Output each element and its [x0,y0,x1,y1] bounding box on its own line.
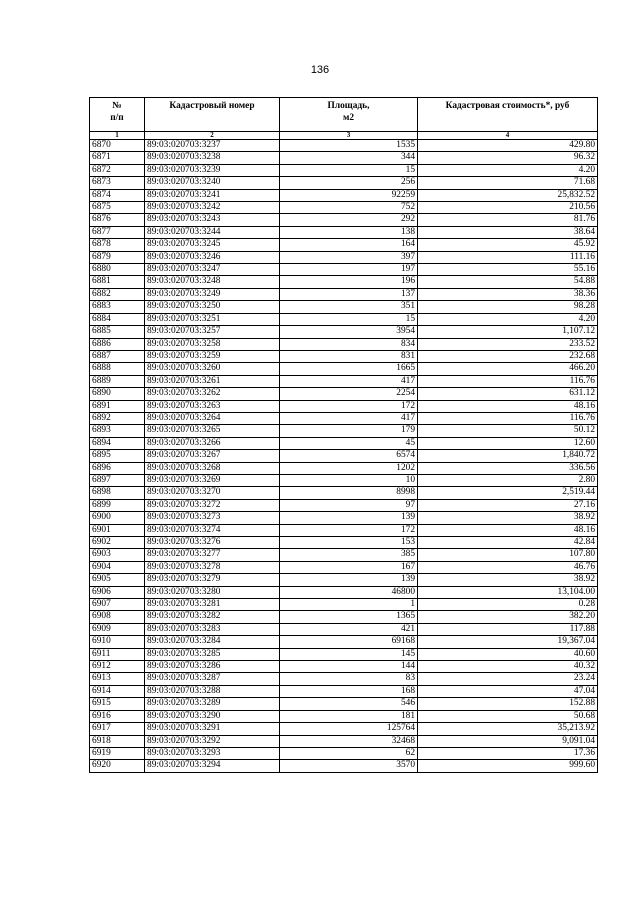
area-cell: 83 [280,673,418,685]
area-cell: 1535 [280,140,418,152]
cadastral-table [89,97,598,773]
table-row [90,623,598,635]
cadastral-number-cell: 89:03:020703:3277 [145,549,280,561]
area-cell: 256 [280,177,418,189]
cadastral-number-cell: 89:03:020703:3286 [145,661,280,673]
cadastral-number-cell: 89:03:020703:3262 [145,388,280,400]
cadastral-number-cell: 89:03:020703:3268 [145,462,280,474]
cadastral-number-cell: 89:03:020703:3285 [145,648,280,660]
table-row [90,599,598,611]
cost-cell: 50.12 [418,425,598,437]
row-number-cell: 6881 [90,276,145,288]
row-number-cell: 6877 [90,226,145,238]
area-cell: 46800 [280,586,418,598]
cost-cell: 116.76 [418,375,598,387]
row-number-cell: 6896 [90,462,145,474]
cadastral-number-cell: 89:03:020703:3258 [145,338,280,350]
table-row [90,537,598,549]
cost-cell: 38.92 [418,512,598,524]
area-cell: 144 [280,661,418,673]
cost-cell: 12.60 [418,437,598,449]
cost-cell: 25,832.52 [418,189,598,201]
row-number-cell: 6901 [90,524,145,536]
row-number-cell: 6879 [90,251,145,263]
row-number-cell: 6920 [90,760,145,772]
cost-cell: 46.76 [418,561,598,573]
table-row [90,226,598,238]
row-number-cell: 6904 [90,561,145,573]
cadastral-number-cell: 89:03:020703:3248 [145,276,280,288]
cadastral-number-cell: 89:03:020703:3273 [145,512,280,524]
cadastral-number-cell: 89:03:020703:3244 [145,226,280,238]
row-number-cell: 6880 [90,264,145,276]
table-row [90,326,598,338]
cost-cell: 382.20 [418,611,598,623]
table-row [90,400,598,412]
area-cell: 172 [280,524,418,536]
table-row [90,450,598,462]
table-row [90,760,598,772]
cost-cell: 38.36 [418,288,598,300]
cost-cell: 45.92 [418,239,598,251]
cadastral-number-cell: 89:03:020703:3269 [145,474,280,486]
cost-cell: 210.56 [418,202,598,214]
cost-cell: 107.80 [418,549,598,561]
table-row [90,140,598,152]
table-header-row [90,98,598,132]
column-number-4: 4 [418,132,598,140]
table-row [90,747,598,759]
table-row [90,202,598,214]
cost-cell: 9,091.04 [418,735,598,747]
area-cell: 164 [280,239,418,251]
area-cell: 139 [280,512,418,524]
cost-cell: 42.84 [418,537,598,549]
cost-cell: 27.16 [418,499,598,511]
table-row [90,189,598,201]
cadastral-number-cell: 89:03:020703:3281 [145,599,280,611]
table-row [90,574,598,586]
area-cell: 97 [280,499,418,511]
table-row [90,462,598,474]
header-row-number [90,98,145,132]
row-number-cell: 6876 [90,214,145,226]
row-number-cell: 6895 [90,450,145,462]
row-number-cell: 6903 [90,549,145,561]
cadastral-number-cell: 89:03:020703:3283 [145,623,280,635]
area-cell: 167 [280,561,418,573]
area-cell: 8998 [280,487,418,499]
cost-cell: 71.68 [418,177,598,189]
row-number-cell: 6908 [90,611,145,623]
cost-cell: 48.16 [418,524,598,536]
cadastral-number-cell: 89:03:020703:3272 [145,499,280,511]
cost-cell: 999.60 [418,760,598,772]
row-number-cell: 6899 [90,499,145,511]
table-row [90,735,598,747]
table-row [90,673,598,685]
area-cell: 397 [280,251,418,263]
cadastral-number-cell: 89:03:020703:3267 [145,450,280,462]
table-row [90,276,598,288]
table-row [90,239,598,251]
cadastral-number-cell: 89:03:020703:3287 [145,673,280,685]
table-row [90,288,598,300]
row-number-cell: 6889 [90,375,145,387]
cost-cell: 117.88 [418,623,598,635]
row-number-cell: 6909 [90,623,145,635]
cost-cell: 50.68 [418,710,598,722]
table-row [90,586,598,598]
row-number-cell: 6891 [90,400,145,412]
row-number-cell: 6916 [90,710,145,722]
cost-cell: 0.28 [418,599,598,611]
cost-cell: 19,367.04 [418,636,598,648]
row-number-cell: 6918 [90,735,145,747]
cadastral-number-cell: 89:03:020703:3251 [145,313,280,325]
row-number-cell: 6893 [90,425,145,437]
cost-cell: 54.88 [418,276,598,288]
cadastral-number-cell: 89:03:020703:3278 [145,561,280,573]
table-row [90,611,598,623]
area-cell: 179 [280,425,418,437]
row-number-cell: 6913 [90,673,145,685]
cadastral-number-cell: 89:03:020703:3237 [145,140,280,152]
row-number-cell: 6917 [90,723,145,735]
header-row-number-line2: п/п [110,113,124,123]
row-number-cell: 6883 [90,301,145,313]
row-number-cell: 6871 [90,152,145,164]
cadastral-number-cell: 89:03:020703:3270 [145,487,280,499]
area-cell: 137 [280,288,418,300]
area-cell: 32468 [280,735,418,747]
row-number-cell: 6912 [90,661,145,673]
cadastral-number-cell: 89:03:020703:3247 [145,264,280,276]
cadastral-number-cell: 89:03:020703:3261 [145,375,280,387]
header-area-line1: Площадь, [327,101,370,111]
cost-cell: 4.20 [418,164,598,176]
area-cell: 45 [280,437,418,449]
area-cell: 2254 [280,388,418,400]
cost-cell: 40.60 [418,648,598,660]
area-cell: 834 [280,338,418,350]
table-row [90,685,598,697]
cadastral-number-cell: 89:03:020703:3274 [145,524,280,536]
cost-cell: 111.16 [418,251,598,263]
table-row [90,512,598,524]
header-area-line2: м2 [342,113,355,123]
table-row [90,437,598,449]
column-number-3: 3 [280,132,418,140]
area-cell: 546 [280,698,418,710]
header-cadastral-cost [418,98,598,132]
table-row [90,313,598,325]
cadastral-number-cell: 89:03:020703:3282 [145,611,280,623]
row-number-cell: 6888 [90,363,145,375]
row-number-cell: 6885 [90,326,145,338]
cadastral-number-cell: 89:03:020703:3291 [145,723,280,735]
header-area [280,98,418,132]
area-cell: 153 [280,537,418,549]
cost-cell: 116.76 [418,412,598,424]
table-row [90,214,598,226]
cadastral-number-cell: 89:03:020703:3242 [145,202,280,214]
area-cell: 125764 [280,723,418,735]
area-cell: 168 [280,685,418,697]
row-number-cell: 6897 [90,474,145,486]
row-number-cell: 6874 [90,189,145,201]
cost-cell: 429.80 [418,140,598,152]
table-row [90,412,598,424]
area-cell: 145 [280,648,418,660]
table-row [90,636,598,648]
area-cell: 417 [280,412,418,424]
area-cell: 1665 [280,363,418,375]
cost-cell: 17.36 [418,747,598,759]
column-number-2: 2 [145,132,280,140]
cadastral-number-cell: 89:03:020703:3265 [145,425,280,437]
table-row [90,363,598,375]
table-row [90,561,598,573]
table-row [90,549,598,561]
header-row-number-line1: № [112,101,122,111]
area-cell: 3954 [280,326,418,338]
table-row [90,499,598,511]
cadastral-number-cell: 89:03:020703:3259 [145,350,280,362]
area-cell: 15 [280,164,418,176]
table-row [90,425,598,437]
area-cell: 62 [280,747,418,759]
cost-cell: 4.20 [418,313,598,325]
table-row [90,661,598,673]
header-cadastral-number-line1: Кадастровый номер [169,101,255,111]
page-number: 136 [310,64,330,76]
cost-cell: 38.64 [418,226,598,238]
row-number-cell: 6887 [90,350,145,362]
table-row [90,375,598,387]
cost-cell: 81.76 [418,214,598,226]
area-cell: 344 [280,152,418,164]
area-cell: 138 [280,226,418,238]
cadastral-number-cell: 89:03:020703:3260 [145,363,280,375]
cadastral-number-cell: 89:03:020703:3289 [145,698,280,710]
table-row [90,251,598,263]
cost-cell: 631.12 [418,388,598,400]
cost-cell: 23.24 [418,673,598,685]
table-row [90,264,598,276]
table-row [90,388,598,400]
table-row [90,338,598,350]
cadastral-number-cell: 89:03:020703:3288 [145,685,280,697]
cadastral-number-cell: 89:03:020703:3245 [145,239,280,251]
row-number-cell: 6886 [90,338,145,350]
area-cell: 139 [280,574,418,586]
area-cell: 417 [280,375,418,387]
cadastral-number-cell: 89:03:020703:3250 [145,301,280,313]
cadastral-number-cell: 89:03:020703:3238 [145,152,280,164]
cost-cell: 35,213.92 [418,723,598,735]
column-number-row [90,132,598,140]
table-row [90,698,598,710]
row-number-cell: 6878 [90,239,145,251]
area-cell: 197 [280,264,418,276]
area-cell: 1202 [280,462,418,474]
area-cell: 351 [280,301,418,313]
cost-cell: 2,519.44 [418,487,598,499]
cadastral-number-cell: 89:03:020703:3243 [145,214,280,226]
row-number-cell: 6872 [90,164,145,176]
cadastral-number-cell: 89:03:020703:3292 [145,735,280,747]
area-cell: 752 [280,202,418,214]
area-cell: 421 [280,623,418,635]
cost-cell: 98.28 [418,301,598,313]
row-number-cell: 6884 [90,313,145,325]
table-row [90,152,598,164]
row-number-cell: 6873 [90,177,145,189]
row-number-cell: 6894 [90,437,145,449]
cadastral-number-cell: 89:03:020703:3249 [145,288,280,300]
header-cadastral-number [145,98,280,132]
cadastral-number-cell: 89:03:020703:3293 [145,747,280,759]
cadastral-number-cell: 89:03:020703:3241 [145,189,280,201]
cost-cell: 55.16 [418,264,598,276]
cost-cell: 1,840.72 [418,450,598,462]
table-row [90,164,598,176]
cadastral-number-cell: 89:03:020703:3279 [145,574,280,586]
area-cell: 69168 [280,636,418,648]
cadastral-number-cell: 89:03:020703:3276 [145,537,280,549]
cost-cell: 40.32 [418,661,598,673]
row-number-cell: 6900 [90,512,145,524]
row-number-cell: 6910 [90,636,145,648]
cost-cell: 38.92 [418,574,598,586]
row-number-cell: 6870 [90,140,145,152]
row-number-cell: 6905 [90,574,145,586]
row-number-cell: 6898 [90,487,145,499]
cost-cell: 232.68 [418,350,598,362]
cadastral-number-cell: 89:03:020703:3263 [145,400,280,412]
row-number-cell: 6907 [90,599,145,611]
cost-cell: 2.80 [418,474,598,486]
row-number-cell: 6892 [90,412,145,424]
row-number-cell: 6906 [90,586,145,598]
header-cadastral-cost-line1: Кадастровая стоимость*, руб [445,101,570,111]
cost-cell: 336.56 [418,462,598,474]
area-cell: 831 [280,350,418,362]
cadastral-number-cell: 89:03:020703:3257 [145,326,280,338]
row-number-cell: 6911 [90,648,145,660]
cadastral-number-cell: 89:03:020703:3239 [145,164,280,176]
table-row [90,723,598,735]
cadastral-number-cell: 89:03:020703:3290 [145,710,280,722]
table-body [90,140,598,773]
cadastral-number-cell: 89:03:020703:3294 [145,760,280,772]
area-cell: 385 [280,549,418,561]
area-cell: 1 [280,599,418,611]
cost-cell: 233.52 [418,338,598,350]
cadastral-number-cell: 89:03:020703:3246 [145,251,280,263]
cadastral-number-cell: 89:03:020703:3280 [145,586,280,598]
area-cell: 6574 [280,450,418,462]
table-row [90,487,598,499]
column-number-1: 1 [90,132,145,140]
row-number-cell: 6882 [90,288,145,300]
area-cell: 196 [280,276,418,288]
cost-cell: 1,107.12 [418,326,598,338]
cost-cell: 48.16 [418,400,598,412]
area-cell: 15 [280,313,418,325]
cost-cell: 47.04 [418,685,598,697]
area-cell: 10 [280,474,418,486]
table-row [90,350,598,362]
cost-cell: 13,104.00 [418,586,598,598]
area-cell: 292 [280,214,418,226]
area-cell: 172 [280,400,418,412]
area-cell: 1365 [280,611,418,623]
cadastral-number-cell: 89:03:020703:3266 [145,437,280,449]
row-number-cell: 6914 [90,685,145,697]
row-number-cell: 6890 [90,388,145,400]
area-cell: 92259 [280,189,418,201]
cost-cell: 466.20 [418,363,598,375]
table-row [90,474,598,486]
row-number-cell: 6875 [90,202,145,214]
cadastral-number-cell: 89:03:020703:3284 [145,636,280,648]
row-number-cell: 6915 [90,698,145,710]
row-number-cell: 6902 [90,537,145,549]
area-cell: 3570 [280,760,418,772]
cost-cell: 96.32 [418,152,598,164]
cadastral-number-cell: 89:03:020703:3240 [145,177,280,189]
table-row [90,524,598,536]
table-row [90,710,598,722]
table-row [90,301,598,313]
row-number-cell: 6919 [90,747,145,759]
cost-cell: 152.88 [418,698,598,710]
area-cell: 181 [280,710,418,722]
table-row [90,648,598,660]
table-row [90,177,598,189]
cadastral-number-cell: 89:03:020703:3264 [145,412,280,424]
